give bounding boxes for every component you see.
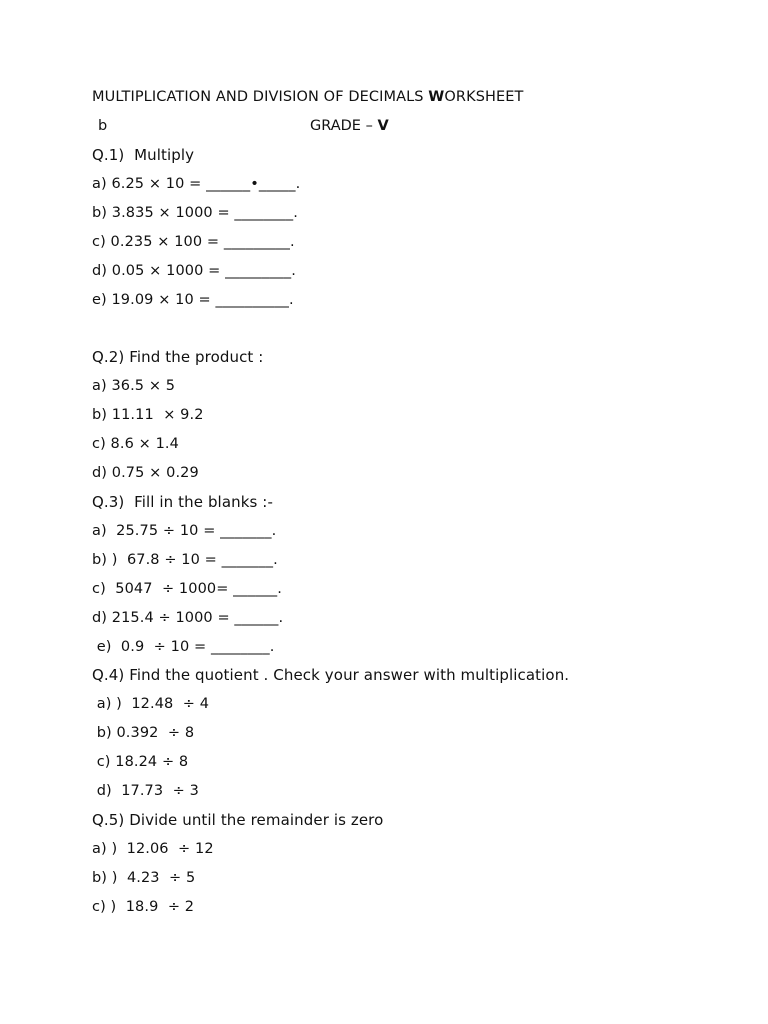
q3-item-a: a) 25.75 ÷ 10 = _______. — [92, 523, 277, 539]
q2-item-c: c) 8.6 × 1.4 — [92, 436, 179, 452]
q3-heading: Q.3) Fill in the blanks :- — [92, 493, 273, 511]
q1-item-b: b) 3.835 × 1000 = ________. — [92, 205, 298, 221]
q3-item-d: d) 215.4 ÷ 1000 = ______. — [92, 610, 284, 626]
q2-item-b: b) 11.11 × 9.2 — [92, 407, 204, 423]
grade-text: GRADE – — [310, 118, 378, 134]
q5-item-b: b) ) 4.23 ÷ 5 — [92, 870, 196, 886]
q2-heading: Q.2) Find the product : — [92, 348, 264, 366]
q4-item-b: b) 0.392 ÷ 8 — [92, 725, 195, 741]
worksheet-title — [92, 88, 524, 106]
q1-item-c: c) 0.235 × 100 = _________. — [92, 234, 295, 250]
q2-item-a: a) 36.5 × 5 — [92, 378, 176, 394]
q5-item-c: c) ) 18.9 ÷ 2 — [92, 899, 195, 915]
q1-heading: Q.1) Multiply — [92, 146, 195, 164]
title-bold-letter: W — [428, 89, 445, 105]
q3-item-c: c) 5047 ÷ 1000= ______. — [92, 581, 282, 597]
q5-item-a: a) ) 12.06 ÷ 12 — [92, 841, 214, 857]
title-main: MULTIPLICATION AND DIVISION OF DECIMALS — [92, 89, 429, 105]
q4-item-a: a) ) 12.48 ÷ 4 — [92, 696, 210, 712]
q3-item-b: b) ) 67.8 ÷ 10 = _______. — [92, 552, 278, 568]
q2-item-d: d) 0.75 × 0.29 — [92, 465, 199, 481]
q3-item-e: e) 0.9 ÷ 10 = ________. — [92, 639, 275, 655]
grade-label — [310, 117, 389, 135]
q1-item-a: a) 6.25 × 10 = ______•_____. — [92, 176, 301, 192]
grade-value: V — [377, 118, 389, 134]
q4-heading: Q.4) Find the quotient . Check your answer with multiplication. — [92, 666, 570, 684]
q5-heading: Q.5) Divide until the remainder is zero — [92, 811, 384, 829]
q4-item-d: d) 17.73 ÷ 3 — [92, 783, 199, 799]
q4-item-c: c) 18.24 ÷ 8 — [92, 754, 189, 770]
section-label: b — [98, 118, 108, 134]
q1-item-d: d) 0.05 × 1000 = _________. — [92, 263, 296, 279]
title-rest: ORKSHEET — [444, 89, 524, 105]
q1-item-e: e) 19.09 × 10 = __________. — [92, 292, 294, 308]
